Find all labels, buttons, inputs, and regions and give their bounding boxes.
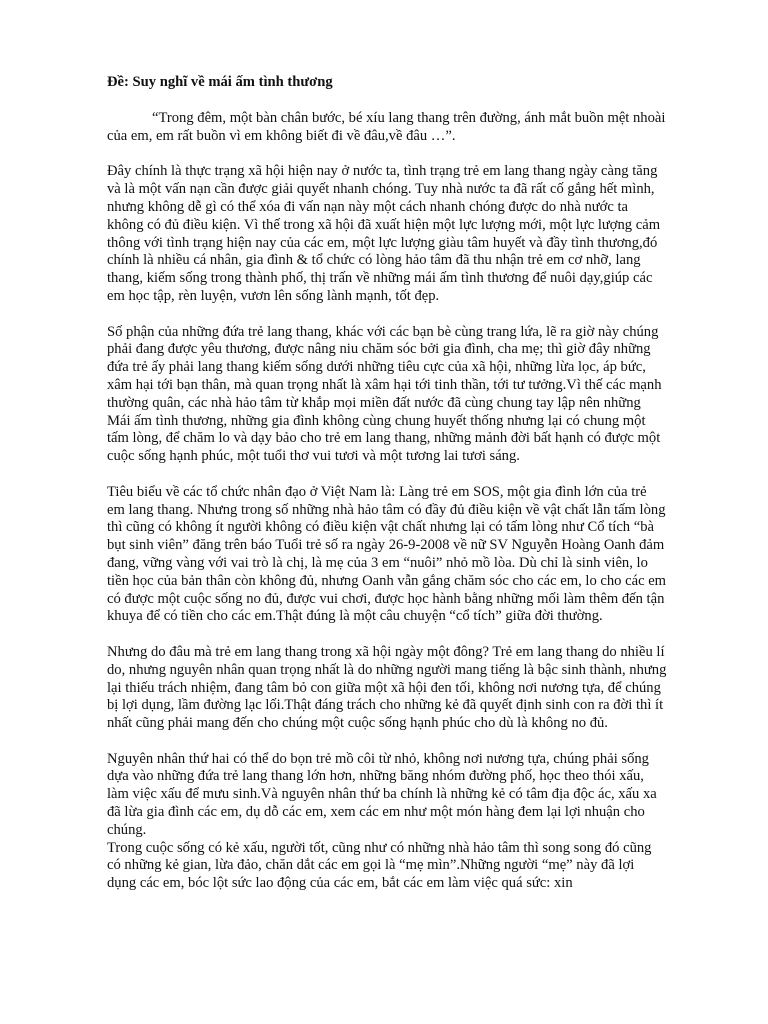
paragraph: Trong cuộc sống có kẻ xấu, người tốt, cũng như có những nhà hảo tâm thì song song đó cũng có những kẻ gian, lừa đảo, chăn dắt các em gọi là “mẹ mìn”.Những người “mẹ” này đã lợi dụng các em, bóc lột sức lao động của các em, bắt các em làm việc quá sức: xin [107,839,652,892]
document-title: Đề: Suy nghĩ về mái ấm tình thương [107,74,333,90]
paragraph: Tiêu biểu về các tổ chức nhân đạo ở Việt Nam là: Làng trẻ em SOS, một gia đình lớn của trẻ em lang thang. Nhưng trong số những nhà hảo tâm có đầy đủ điều kiện về vật chất lẫn tấm lòng thì cũng có không ít người không có điều kiện vật chất nhưng lại có tấm lòng như Cổ tích “bà bụt sinh viên” đăng trên báo Tuổi trẻ số ra ngày 26-9-2008 về nữ SV Nguyễn Hoàng Oanh đảm đang, vững vàng với vai trò là chị, là mẹ của 3 em “nuôi” nhỏ mồ lòa. Dù chỉ là sinh viên, lo tiền học của bản thân còn không đủ, nhưng Oanh vẫn gắng chăm sóc cho các em, lo cho các em có được một cuộc sống no đủ, được vui chơi, được học hành bằng những mối làm thêm đến tận khuya để có tiền cho các em.Thật đúng là một câu chuyện “cổ tích” giữa đời thường. [107,483,667,625]
paragraph: Đây chính là thực trạng xã hội hiện nay ở nước ta, tình trạng trẻ em lang thang ngày càng tăng và là một vấn nạn cần được giải quyết nhanh chóng. Tuy nhà nước ta đã rất cố gắng hết mình, nhưng không dễ gì có thể xóa đi vấn nạn này một cách nhanh chóng được do nhà nước ta không có đủ điều kiện. Vì thế trong xã hội đã xuất hiện một lực lượng mới, một lực lượng cảm thông với tình trạng hiện nay của các em, một lực lượng giàu tâm huyết và đầy tình thương,đó chính là nhiều cá nhân, gia đình & tổ chức có lòng hảo tâm đã thu nhận trẻ em cơ nhỡ, lang thang, kiếm sống trong thành phố, thị trấn về những mái ấm tình thương để nuôi dạy,giúp các em học tập, rèn luyện, vươn lên sống lành mạnh, tốt đẹp. [107,163,661,304]
paragraph: Nhưng do đâu mà trẻ em lang thang trong xã hội ngày một đông? Trẻ em lang thang do nhiều lí do, nhưng nguyên nhân quan trọng nhất là do những người mang tiếng là bậc sinh thành, nhưng lại thiếu trách nhiệm, đang tâm bỏ con giữa một xã hội đen tối, không nơi nương tựa, để chúng bị lợi dụng, lầm đường lạc lối.Thật đáng trách cho những kẻ đã quyết định sinh con ra đời thì ít nhất cũng phải mang đến cho chúng một cuộc sống hạnh phúc cho dù là không no đủ. [107,643,667,732]
paragraph: Số phận của những đứa trẻ lang thang, khác với các bạn bè cùng trang lứa, lẽ ra giờ này chúng phải đang được yêu thương, được nâng niu chăm sóc bởi gia đình, cha mẹ; thì giờ đây những đứa trẻ ấy phải lang thang kiếm sống dưới những tiêu cực của xã hội, những lừa lọc, áp bức, xâm hại tới bạn thân, mà quan trọng nhất là xâm hại tới tinh thần, tới tư tưởng.Vì thế các mạnh thường quân, các nhà hảo tâm từ khắp mọi miền đất nước đã cùng chung tay lập nên những Mái ấm tình thương, những gia đình không cùng chung huyết thống nhưng lại có chung một tấm lòng, để chăm lo và dạy bảo cho trẻ em lang thang, những mảnh đời bất hạnh có được một cuộc sống hạnh phúc, một tuổi thơ vui tươi và một tương lai tươi sáng. [107,323,662,465]
paragraph: Nguyên nhân thứ hai có thể do bọn trẻ mồ côi từ nhỏ, không nơi nương tựa, chúng phải sống dựa vào những đứa trẻ lang thang lớn hơn, những băng nhóm đường phố, học theo thói xấu, làm việc xấu để mưu sinh.Và nguyên nhân thứ ba chính là những kẻ có tâm địa độc ác, xấu xa đã lừa gia đình các em, dụ dỗ các em, xem các em như một món hàng đem lại lợi nhuận cho chúng. [107,750,657,838]
document-page [107,74,667,893]
opening-quote: “Trong đêm, một bàn chân bước, bé xíu lang thang trên đường, ánh mắt buồn mệt nhoài của em, em rất buồn vì em không biết đi về đâu,về đâu …”. [107,109,666,144]
